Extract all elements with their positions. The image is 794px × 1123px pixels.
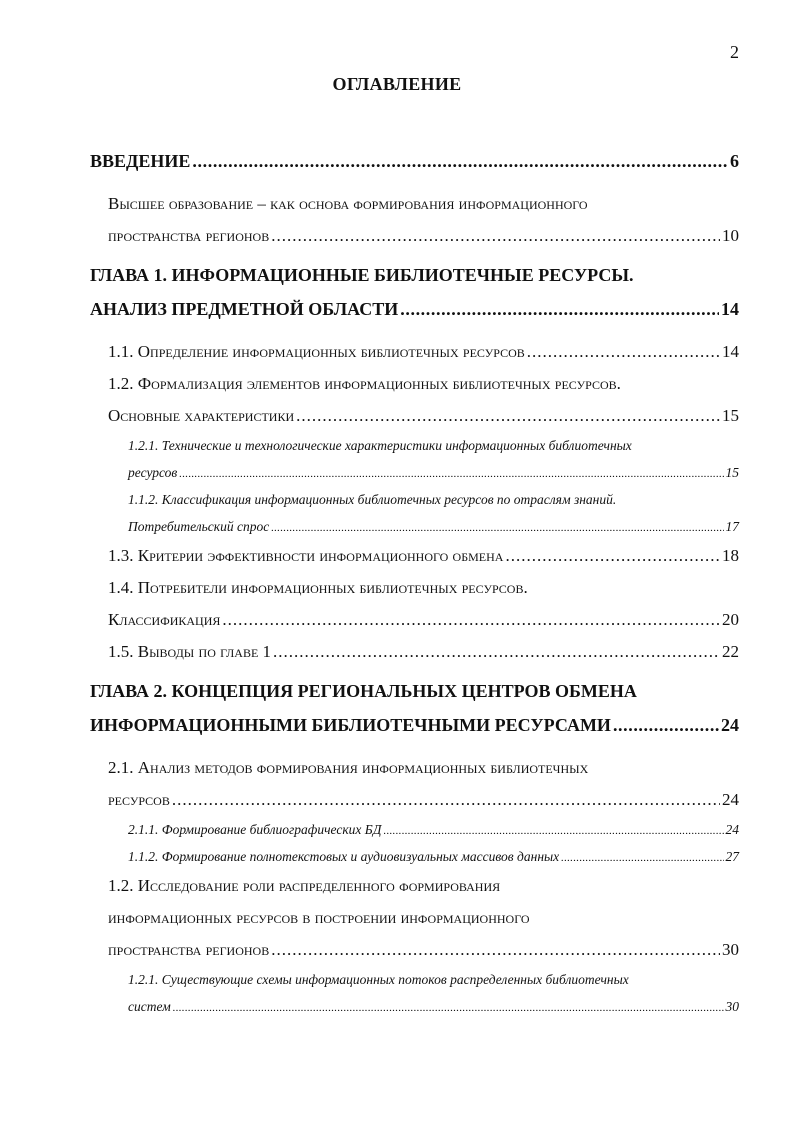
dot-leader <box>296 400 720 432</box>
toc-entry-page: 18 <box>722 546 739 565</box>
toc-entry[interactable] <box>90 966 739 1020</box>
toc-entry-title-line: 1.4. Потребители информационных библиотечных ресурсов. <box>108 578 528 597</box>
toc-entry-title-line: пространства регионов <box>108 226 270 245</box>
dot-leader <box>400 292 719 326</box>
toc-entry-title-line: ИНФОРМАЦИОННЫМИ БИБЛИОТЕЧНЫМИ РЕСУРСАМИ <box>90 715 611 735</box>
toc-entry-title-line: Классификация <box>108 610 221 629</box>
dot-leader <box>271 515 723 542</box>
dot-leader <box>561 845 723 872</box>
toc-entry[interactable] <box>90 336 739 368</box>
toc-entry-page: 22 <box>722 642 739 661</box>
toc-entry-title-line: Потребительский спрос <box>128 519 270 534</box>
toc-title: ОГЛАВЛЕНИЕ <box>332 74 462 94</box>
toc-entry-title-line: Основные характеристики <box>108 406 295 425</box>
page-number: 2 <box>730 42 739 62</box>
toc-entry[interactable] <box>90 843 739 870</box>
toc-entry-page: 24 <box>721 715 739 735</box>
dot-leader <box>613 708 719 742</box>
toc-entry-page: 14 <box>721 299 739 319</box>
toc-entry-title-line: 1.2.1. Технические и технологические характеристики информационных библиотечных <box>128 438 632 453</box>
toc-entry-title-line: 1.2.1. Существующие схемы информационных потоков распределенных библиотечных <box>128 972 629 987</box>
toc-entry-title-line: ресурсов <box>108 790 170 809</box>
toc-entry-title-line: ресурсов <box>128 465 178 480</box>
toc-entry-page: 17 <box>725 519 739 534</box>
toc-entry-page: 15 <box>725 465 739 480</box>
toc-entry-title-line: 2.1.1. Формирование библиографических БД <box>128 822 382 837</box>
toc-entry-title-line: 1.2. Формализация элементов информационных библиотечных ресурсов. <box>108 374 621 393</box>
toc-entry-title-line: 1.5. Выводы по главе 1 <box>108 642 272 661</box>
toc-entry-title-line: ВВЕДЕНИЕ <box>90 151 191 171</box>
toc-entry-title-line: 1.2. Исследование роли распределенного формирования <box>108 876 501 895</box>
toc-entry-page: 6 <box>730 151 739 171</box>
toc-entry-title-line: систем <box>128 999 171 1014</box>
toc-entry[interactable] <box>90 540 739 572</box>
dot-leader <box>173 995 724 1022</box>
toc-entry-title-line: ГЛАВА 2. КОНЦЕПЦИЯ РЕГИОНАЛЬНЫХ ЦЕНТРОВ ОБМЕНА <box>90 681 637 701</box>
toc-entry-page: 20 <box>722 610 739 629</box>
toc-entry-page: 30 <box>722 940 739 959</box>
toc-entry-title-line: АНАЛИЗ ПРЕДМЕТНОЙ ОБЛАСТИ <box>90 299 399 319</box>
dot-leader <box>222 604 720 636</box>
toc-entry[interactable] <box>90 816 739 843</box>
toc-entry[interactable] <box>90 486 739 540</box>
toc-entry-page: 15 <box>722 406 739 425</box>
toc-entry[interactable] <box>90 752 739 816</box>
toc-entry[interactable] <box>90 258 739 326</box>
toc-entry[interactable] <box>90 432 739 486</box>
toc-entry-page: 14 <box>722 342 739 361</box>
toc-entry[interactable] <box>90 188 739 252</box>
toc-entry-page: 10 <box>722 226 739 245</box>
toc-entry-title-line: 1.1.2. Формирование полнотекстовых и аудиовизуальных массивов данных <box>128 849 560 864</box>
dot-leader <box>271 934 720 966</box>
dot-leader <box>384 818 724 845</box>
toc-entry[interactable] <box>90 636 739 668</box>
toc-entry-title-line: Высшее образование – как основа формирования информационного <box>108 194 588 213</box>
dot-leader <box>505 540 720 572</box>
toc-entry-title-line: ГЛАВА 1. ИНФОРМАЦИОННЫЕ БИБЛИОТЕЧНЫЕ РЕСУРСЫ. <box>90 265 634 285</box>
table-of-contents <box>90 144 739 1020</box>
toc-entry[interactable] <box>90 368 739 432</box>
dot-leader <box>527 336 720 368</box>
dot-leader <box>192 144 728 178</box>
dot-leader <box>179 461 723 488</box>
toc-entry[interactable] <box>90 572 739 636</box>
toc-entry-title-line: информационных ресурсов в построении информационного <box>108 908 530 927</box>
toc-entry[interactable] <box>90 674 739 742</box>
toc-entry-title-line: пространства регионов <box>108 940 270 959</box>
toc-entry[interactable] <box>90 144 739 178</box>
dot-leader <box>271 220 720 252</box>
toc-entry[interactable] <box>90 870 739 966</box>
toc-entry-page: 30 <box>725 999 739 1014</box>
toc-entry-title-line: 1.3. Критерии эффективности информационного обмена <box>108 546 504 565</box>
toc-entry-title-line: 1.1. Определение информационных библиотечных ресурсов <box>108 342 525 361</box>
toc-entry-page: 24 <box>722 790 739 809</box>
toc-entry-title-line: 2.1. Анализ методов формирования информационных библиотечных <box>108 758 589 777</box>
toc-entry-title-line: 1.1.2. Классификация информационных библиотечных ресурсов по отраслям знаний. <box>128 492 617 507</box>
toc-entry-page: 27 <box>725 849 739 864</box>
dot-leader <box>273 636 720 668</box>
dot-leader <box>172 784 720 816</box>
toc-entry-page: 24 <box>725 822 739 837</box>
